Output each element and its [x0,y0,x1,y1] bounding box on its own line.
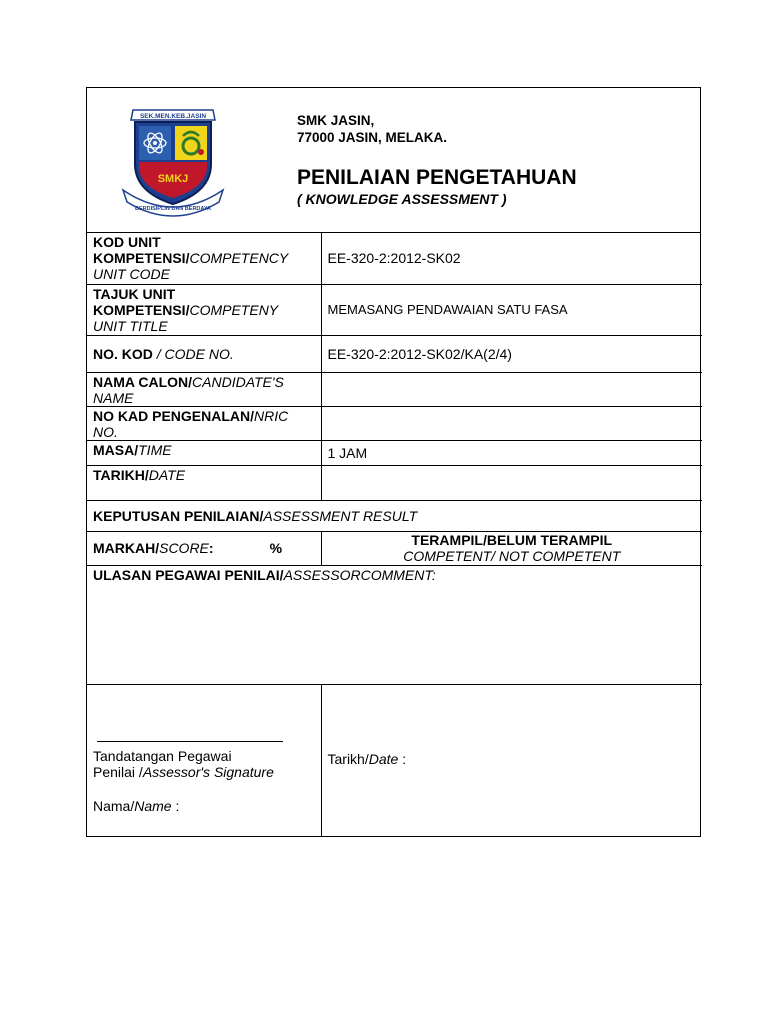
school-name: SMK JASIN, [297,113,375,128]
logo-bottom-text: BERDISIPLIN DAN BERDAYA [135,206,211,212]
form-header [87,88,700,233]
form-subtitle: ( KNOWLEDGE ASSESSMENT ) [297,191,507,207]
form-title: PENILAIAN PENGETAHUAN [297,166,577,189]
signature-label-line1: Tandatangan Pegawai [93,747,232,764]
label-tajuk-unit: TAJUK UNIT KOMPETENSI/COMPETENY UNIT TITLE [87,284,321,335]
value-masa: 1 JAM [321,440,702,465]
logo-mid-text: SMKJ [157,173,189,185]
row-keputusan [87,500,702,531]
label-nama-calon: NAMA CALON/CANDIDATE'S NAME [87,372,321,406]
details-table [87,233,702,836]
signature-label-line2: Penilai /Assessor's Signature [93,763,274,780]
label-keputusan: KEPUTUSAN PENILAIAN/ASSESSMENT RESULT [87,500,702,531]
row-masa [87,440,702,465]
school-crest-logo [119,106,227,218]
result-options: TERAMPIL/BELUM TERAMPIL COMPETENT/ NOT COMPETENT [321,531,702,565]
percent-sign: % [269,540,283,556]
row-kod-unit [87,233,702,284]
row-ulasan [87,565,702,684]
row-markah [87,531,702,565]
row-signature [87,684,702,836]
label-markah: MARKAH/SCORE: % [87,531,321,565]
label-ulasan: ULASAN PEGAWAI PENILAI/ASSESSORCOMMENT: [87,565,702,684]
label-no-kod: NO. KOD / CODE NO. [87,335,321,372]
signature-line [97,741,283,742]
logo-top-text: SEK.MEN.KEB.JASIN [139,113,207,120]
signature-nama: Nama/Name : [93,797,180,814]
value-kod-unit: EE-320-2:2012-SK02 [321,233,702,284]
row-tarikh [87,465,702,500]
row-nama-calon [87,372,702,406]
value-no-kod: EE-320-2:2012-SK02/KA(2/4) [321,335,702,372]
value-tajuk-unit: MEMASANG PENDAWAIAN SATU FASA [321,284,702,335]
signature-cell [87,684,321,836]
row-tajuk-unit [87,284,702,335]
value-nama-calon[interactable] [321,372,702,406]
row-no-kad [87,406,702,440]
row-no-kod [87,335,702,372]
school-address [297,112,447,146]
label-kod-unit: KOD UNIT KOMPETENSI/COMPETENCY UNIT CODE [87,233,321,284]
assessment-form [86,87,701,837]
label-no-kad: NO KAD PENGENALAN/NRIC NO. [87,406,321,440]
school-postcode-city: 77000 JASIN, MELAKA. [297,130,448,145]
label-masa: MASA/TIME [87,440,321,465]
label-tarikh: TARIKH/DATE [87,465,321,500]
value-tarikh[interactable] [321,465,702,500]
date-cell: Tarikh/Date : [321,684,702,836]
value-no-kad[interactable] [321,406,702,440]
